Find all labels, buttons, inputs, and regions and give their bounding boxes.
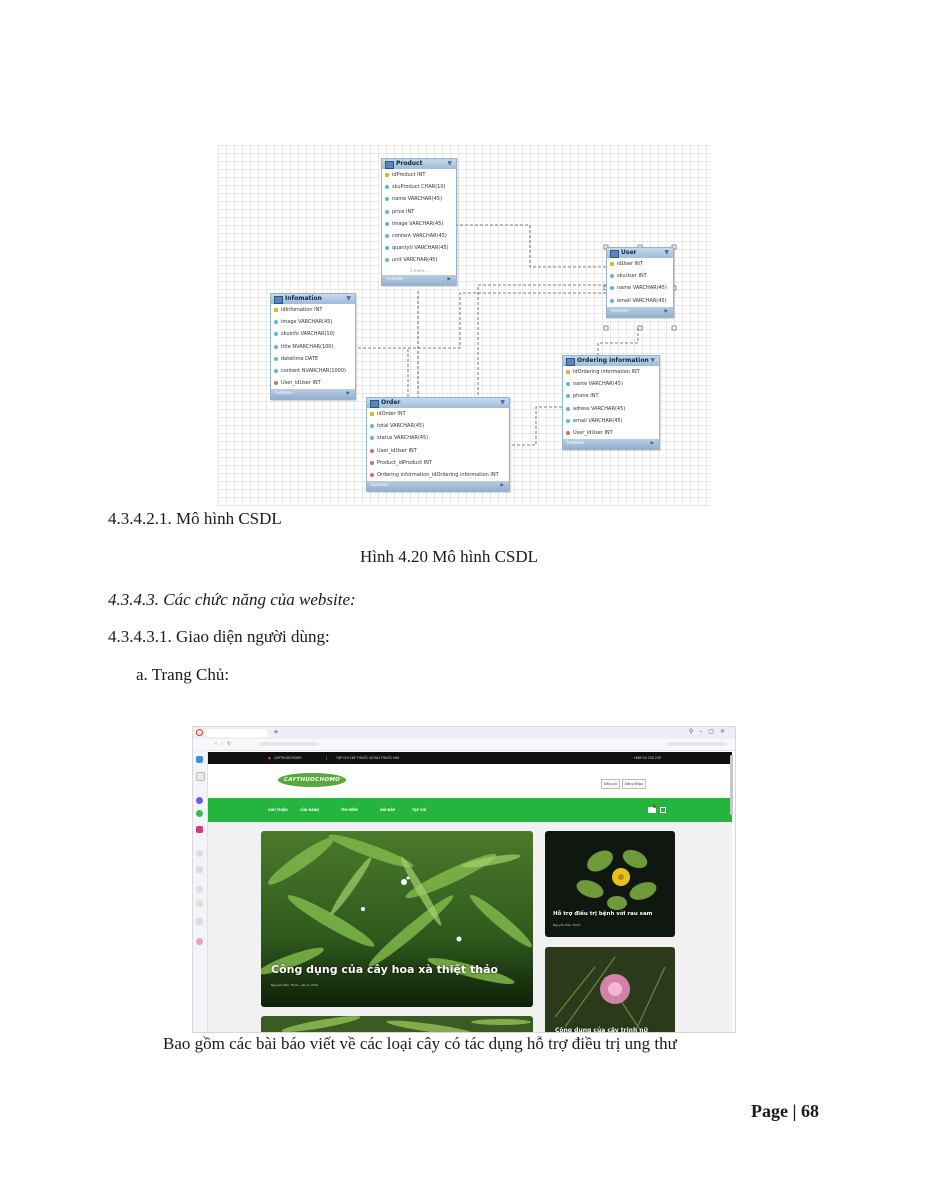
clock-icon[interactable] [196, 900, 203, 907]
primary-key-icon [385, 173, 389, 177]
column-row: name VARCHAR(45) [382, 193, 456, 205]
column-row: image VARCHAR(45) [271, 316, 355, 328]
nav-arrows-icon[interactable]: ‹›↻ [215, 741, 236, 747]
collapse-arrow-icon[interactable]: ▼ [650, 357, 655, 364]
site-content [208, 822, 732, 1032]
column-row: idOrdering information INT [563, 366, 659, 378]
column-row: idOrder INT [367, 408, 509, 420]
column-row: skuUser INT [607, 270, 673, 282]
table-indexes[interactable]: Indexes ▶ [607, 307, 673, 317]
column-icon [370, 424, 374, 428]
column-icon [385, 246, 389, 250]
column-icon [274, 320, 278, 324]
whatsapp-icon[interactable] [196, 810, 203, 817]
table-header [607, 248, 673, 258]
column-row: datetime DATE [271, 353, 355, 365]
column-row: status VARCHAR(45) [367, 432, 509, 444]
column-row: User_idUser INT [271, 377, 355, 389]
rel-user-ordering [598, 328, 638, 357]
column-row: phone INT [563, 390, 659, 402]
table-order[interactable] [366, 397, 510, 492]
column-icon [566, 419, 570, 423]
nav-item-magazine[interactable]: TẠP CHÍ [412, 808, 427, 812]
table-title: Ordering information [577, 357, 649, 364]
column-icon [274, 357, 278, 361]
window-controls-icon[interactable]: ⚲–▢✕ [688, 728, 731, 735]
column-icon [566, 394, 570, 398]
table-header [367, 398, 509, 408]
article-image-partial [261, 1016, 533, 1033]
nav-item-about[interactable]: GIỚI THIỆU [268, 808, 288, 812]
column-row: idUser INT [607, 258, 673, 270]
more-columns-label: 1 more... [410, 267, 428, 273]
register-button[interactable]: Đăng ký [601, 779, 620, 789]
column-icon [610, 274, 614, 278]
sidebar-app-icon[interactable] [196, 772, 205, 781]
table-header [382, 159, 456, 169]
pin-icon: ● [268, 756, 271, 760]
play-icon[interactable] [196, 866, 203, 873]
column-icon [274, 369, 278, 373]
collapse-arrow-icon[interactable]: ▼ [500, 399, 505, 406]
table-indexes[interactable]: Indexes ▶ [271, 389, 355, 399]
table-icon [370, 400, 379, 408]
column-row: name VARCHAR(45) [607, 282, 673, 294]
article-title[interactable]: Công dụng của cây trinh nữ [555, 1027, 648, 1033]
column-row: content VARCHAR(45) [382, 230, 456, 242]
column-icon [610, 286, 614, 290]
table-title: Product [396, 160, 423, 167]
column-row: title NVARCHAR(100) [271, 341, 355, 353]
menu-icon[interactable] [660, 807, 666, 813]
column-row: adress VARCHAR(45) [563, 403, 659, 415]
table-indexes[interactable]: Indexes ▶ [563, 439, 659, 449]
column-icon [566, 407, 570, 411]
article-meta: Nguyễn Bảo Thịnh [553, 923, 581, 927]
article-image-hoa-xa-thiet-thao [261, 831, 533, 1007]
collapse-arrow-icon[interactable]: ▼ [346, 295, 351, 302]
collapse-arrow-icon[interactable]: ▼ [664, 249, 669, 256]
expand-arrow-icon: ▶ [650, 441, 654, 447]
site-navbar [208, 798, 732, 822]
table-ordering-information[interactable] [562, 355, 660, 450]
subsection-heading: 4.3.4.3.1. Giao diện người dùng: [108, 627, 330, 646]
column-row: content NVARCHAR(1000) [271, 365, 355, 377]
column-row: quantyti VARCHAR(45) [382, 242, 456, 254]
table-icon [566, 358, 575, 366]
table-icon [385, 161, 394, 169]
column-icon [385, 222, 389, 226]
column-row: name VARCHAR(45) [563, 378, 659, 390]
collapse-arrow-icon[interactable]: ▼ [447, 160, 452, 167]
column-icon [274, 332, 278, 336]
article-card-side-1[interactable] [545, 831, 675, 937]
browser-tab[interactable] [207, 729, 267, 737]
expand-arrow-icon: ▶ [447, 276, 451, 282]
article-title[interactable]: Công dụng của cây hoa xà thiệt thảo [271, 963, 499, 976]
column-row: idInfomation INT [271, 304, 355, 316]
rel-user-information [354, 293, 606, 348]
foreign-key-icon [370, 473, 374, 477]
sidebar-app-icon[interactable] [196, 756, 203, 763]
table-product[interactable] [381, 158, 457, 286]
column-icon [385, 234, 389, 238]
expand-arrow-icon: ▶ [346, 391, 350, 397]
foreign-key-icon [566, 431, 570, 435]
column-row: total VARCHAR(45) [367, 420, 509, 432]
column-row: unit VARCHAR(45) [382, 254, 456, 266]
primary-key-icon [610, 262, 614, 266]
table-icon [274, 296, 283, 304]
settings-icon[interactable] [196, 918, 203, 925]
foreign-key-icon [370, 449, 374, 453]
article-image-trinh-nu [545, 947, 675, 1033]
browser-address-bar[interactable] [193, 739, 735, 751]
scrollbar[interactable] [730, 755, 733, 815]
table-indexes[interactable]: Indexes ▶ [367, 481, 509, 491]
heart-icon[interactable] [196, 886, 203, 893]
column-row: price INT [382, 206, 456, 218]
foreign-key-icon [370, 461, 374, 465]
list-item-home: a. Trang Chủ: [136, 665, 230, 684]
table-header [563, 356, 659, 366]
new-tab-icon[interactable]: + [273, 728, 279, 736]
url-field[interactable] [259, 742, 319, 746]
browser-logo-icon [196, 729, 203, 736]
login-button[interactable]: Đăng Nhập [622, 779, 646, 789]
primary-key-icon [566, 370, 570, 374]
topbar-divider: | [326, 756, 328, 760]
column-row: User_idUser INT [367, 445, 509, 457]
table-title: Order [381, 399, 401, 406]
column-icon [385, 185, 389, 189]
column-row: Product_idProduct INT [367, 457, 509, 469]
column-row: idProduct INT [382, 169, 456, 181]
figure-caption: Hình 4.20 Mô hình CSDL [360, 547, 539, 566]
article-meta: Nguyễn Bảo Thịnh - Jan 6, 2021 [271, 983, 319, 987]
topbar-brand: CAYTHUOCHOMO [274, 756, 302, 760]
table-title: Infomation [285, 295, 322, 302]
column-icon [385, 210, 389, 214]
rel-product-user [455, 225, 606, 267]
nav-item-faq[interactable]: HỎI ĐÁP [380, 808, 396, 812]
column-row: email VARCHAR(45) [607, 295, 673, 307]
primary-key-icon [370, 412, 374, 416]
diagram-heading: 4.3.4.2.1. Mô hình CSDL [108, 509, 282, 528]
table-icon [610, 250, 619, 258]
website-screenshot [192, 726, 736, 1033]
section-heading: 4.3.4.3. Các chức năng của website: [108, 590, 356, 609]
cart-badge [653, 805, 656, 808]
messenger-icon[interactable] [196, 797, 203, 804]
article-title[interactable]: Hỗ trợ điều trị bệnh với rau sam [553, 911, 653, 917]
table-information[interactable] [270, 293, 356, 400]
column-row: skuInfo VARCHAR(10) [271, 328, 355, 340]
browser-toolbar-icons[interactable] [667, 742, 727, 746]
column-icon [385, 258, 389, 262]
table-user[interactable] [606, 247, 674, 318]
site-logo-bar [208, 764, 732, 798]
table-title: User [621, 249, 637, 256]
column-row: email VARCHAR(45) [563, 415, 659, 427]
expand-arrow-icon: ▶ [500, 483, 504, 489]
column-icon [274, 345, 278, 349]
column-row: User_idUser INT [563, 427, 659, 439]
expand-arrow-icon: ▶ [664, 308, 668, 314]
article-card-bottom[interactable] [261, 1016, 533, 1033]
column-row: Ordering information_idOrdering information INT [367, 469, 509, 481]
topbar-tagline: TẠP CHÍ CÂY THUỐC VÀ BÀI THUỐC HAY [336, 756, 400, 760]
column-icon [610, 299, 614, 303]
sidebar-app-icon[interactable] [196, 850, 203, 857]
article-image-rau-sam [545, 831, 675, 937]
sidebar-app-icon[interactable] [196, 938, 203, 945]
nav-item-shop[interactable]: CỬA HÀNG [300, 808, 319, 812]
topbar-phone: +880 54 250 235 [633, 756, 662, 760]
er-diagram [218, 145, 710, 507]
instagram-icon[interactable] [196, 826, 203, 833]
column-icon [385, 197, 389, 201]
article-card-main[interactable] [261, 831, 533, 1007]
rel-ordering-order [508, 407, 562, 445]
screenshot-caption: Bao gồm các bài báo viết về các loại cây có tác dụng hỗ trợ điều trị ung thư [163, 1034, 677, 1053]
browser-sidebar [193, 750, 208, 1032]
column-icon [566, 382, 570, 386]
page-number: Page | 68 [751, 1101, 819, 1121]
table-header [271, 294, 355, 304]
foreign-key-icon [274, 381, 278, 385]
nav-item-search[interactable]: TÌM KIẾM [341, 808, 358, 812]
browser-tab-bar [193, 727, 735, 739]
table-indexes[interactable]: Indexes ▶ [382, 275, 456, 285]
primary-key-icon [274, 308, 278, 312]
column-icon [370, 436, 374, 440]
column-row: skuProduct CHAR(10) [382, 181, 456, 193]
site-topbar [208, 752, 732, 764]
article-card-side-2[interactable] [545, 947, 675, 1033]
column-row: image VARCHAR(45) [382, 218, 456, 230]
site-logo[interactable]: CAYTHUOCHOMO [278, 773, 346, 787]
